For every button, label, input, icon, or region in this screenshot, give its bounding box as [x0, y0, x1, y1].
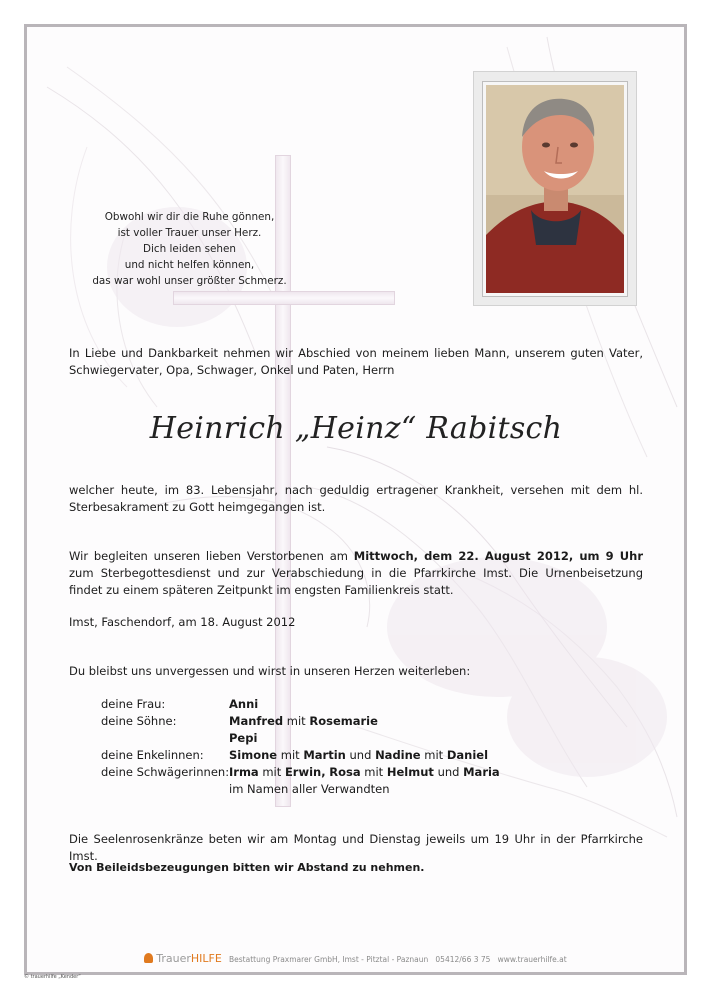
survivor-row-grandchildren [101, 747, 500, 764]
survivor-name: Maria [463, 765, 500, 779]
place-date: Imst, Faschendorf, am 18. August 2012 [69, 615, 296, 629]
survivor-name: Simone [229, 748, 278, 762]
survivor-name: Manfred [229, 714, 284, 728]
service-text-before: Wir begleiten unseren lieben Verstorbenen am [69, 549, 354, 563]
relatives-line: im Namen aller Verwandten [229, 782, 390, 796]
poem-line: und nicht helfen können, [124, 259, 255, 271]
survivor-name: Anni [229, 697, 259, 711]
poem [87, 209, 292, 289]
service-text-after: zum Sterbegottesdienst und zur Verabschiedung in die Pfarrkirche Imst. Die Urnenbeisetzung findet zu einem späteren Zeitpunkt im engsten Familienkreis statt. [69, 566, 643, 597]
footer-website[interactable]: www.trauerhilfe.at [497, 955, 567, 964]
survivor-name: Daniel [446, 748, 489, 762]
connector-with: mit [262, 765, 282, 779]
survivor-name: Rosa [329, 765, 361, 779]
connector-with: mit [424, 748, 444, 762]
survivor-name: Rosemarie [309, 714, 378, 728]
copyright-note: © trauerhilfe „Kender“ [24, 974, 81, 980]
survivor-name: Irma [229, 765, 259, 779]
parte-card [24, 24, 687, 975]
poem-line: Obwohl wir dir die Ruhe gönnen, [104, 211, 275, 223]
service-date: Mittwoch, dem 22. August 2012, um 9 Uhr [353, 549, 643, 563]
relation-label: deine Söhne: [101, 714, 177, 728]
logo-text-part2: HILFE [190, 952, 222, 965]
footer-phone: 05412/66 3 75 [435, 955, 491, 964]
closing-note: Von Beileidsbezeugungen bitten wir Abstand zu nehmen. [69, 861, 425, 874]
passing-paragraph: welcher heute, im 83. Lebensjahr, nach geduldig ertragener Krankheit, versehen mit dem hl. Sterbesakrament zu Gott heimgegangen ist. [69, 483, 643, 514]
portrait-photo [486, 85, 624, 293]
remember-line: Du bleibst uns unvergessen und wirst in unseren Herzen weiterleben: [69, 664, 471, 678]
deceased-name: Heinrich „Heinz“ Rabitsch [149, 411, 563, 446]
survivor-row-son2 [101, 730, 500, 747]
portrait-mat [482, 81, 628, 297]
survivor-name: Nadine [375, 748, 421, 762]
rosary-line: Die Seelenrosenkränze beten wir am Montag und Dienstag jeweils um 19 Uhr in der Pfarrkirche Imst. [69, 832, 643, 863]
logo-text-part1: Trauer [156, 952, 191, 965]
connector-with: mit [286, 714, 306, 728]
survivor-row-sons [101, 713, 500, 730]
survivor-row-wife [101, 696, 500, 713]
poem-line: ist voller Trauer unser Herz. [117, 227, 262, 239]
connector-with: mit [364, 765, 384, 779]
survivors-list [101, 696, 500, 798]
survivor-name: Martin [303, 748, 346, 762]
relation-label: deine Enkelinnen: [101, 748, 204, 762]
relation-label-empty [101, 730, 229, 747]
intro-paragraph: In Liebe und Dankbarkeit nehmen wir Abschied von meinem lieben Mann, unserem guten Vater, Schwiegervater, Opa, Schwager, Onkel und Paten, Herrn [69, 346, 643, 377]
survivor-name: Erwin, [284, 765, 326, 779]
poem-line: das war wohl unser größter Schmerz. [92, 275, 287, 287]
connector-and: und [437, 765, 460, 779]
connector-and: und [349, 748, 372, 762]
connector-with: mit [280, 748, 300, 762]
relation-label: deine Frau: [101, 697, 166, 711]
cross-horizontal-beam [173, 291, 395, 305]
survivor-name: Helmut [386, 765, 434, 779]
relation-label: deine Schwägerinnen: [101, 765, 230, 779]
survivor-row-sisters-in-law [101, 764, 500, 781]
flame-logo-icon [144, 953, 153, 963]
footer-company: Bestattung Praxmarer GmbH, Imst - Pitztal - Paznaun [228, 955, 429, 964]
survivor-row-relatives [101, 781, 500, 798]
footer [27, 952, 684, 965]
portrait-frame [473, 71, 637, 306]
poem-line: Dich leiden sehen [143, 243, 236, 255]
relation-label-empty [101, 781, 229, 798]
survivor-name: Pepi [229, 731, 258, 745]
service-paragraph [69, 548, 643, 599]
